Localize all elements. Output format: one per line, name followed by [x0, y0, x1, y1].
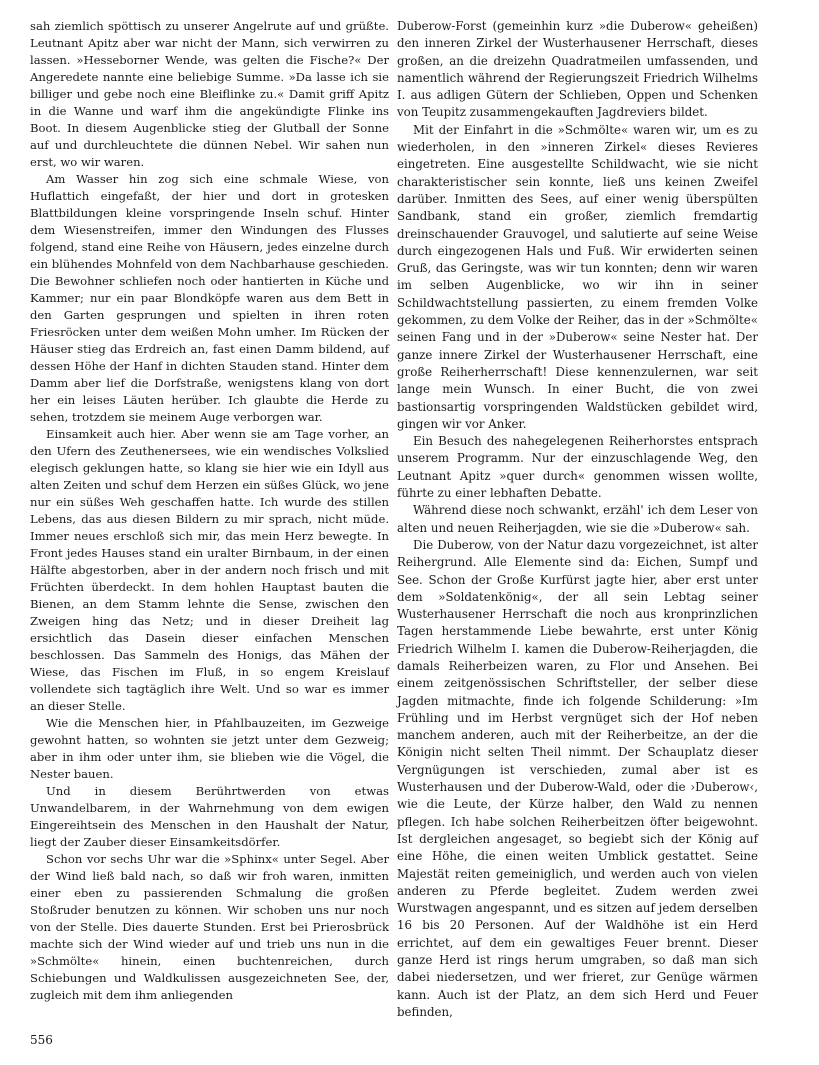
paragraph: Wie die Menschen hier, in Pfahlbauzeiten, im Gezweige gewohnt hatten, so wohnten sie jetzt unter dem Gezweig; aber in ihm oder unter ihm, sie blieben wie die Vögel, die Nester bauen. — [30, 716, 389, 781]
paragraph: Schon vor sechs Uhr war die »Sphinx« unter Segel. Aber der Wind ließ bald nach, so daß wir froh waren, inmitten einer eben zu passierenden Schmalung die großen Stoßruder benutzen zu können. Wir schoben uns nur noch von der Stelle. Dies dauerte Stunden. Erst bei Prierosbrück machte sich der Wind wieder auf und trieb uns nun in die »Schmölte« hinein, einen buchtenreichen, durch Schiebungen und Waldkulissen ausgezeichneten See, der, zugleich mit dem ihm anliegenden — [30, 852, 389, 1002]
paragraph: Während diese noch schwankt, erzähl' ich dem Leser von alten und neuen Reiherjagden, wie sie die »Duberow« sah. — [397, 503, 758, 535]
left-column — [30, 18, 389, 1004]
right-column — [397, 18, 758, 1021]
paragraph: Und in diesem Berührtwerden von etwas Unwandelbarem, in der Wahrnehmung von dem ewigen Eingereihtsein des Menschen in den Haushalt der Natur, liegt der Zauber dieser Einsamkeitsdörfer. — [30, 784, 389, 849]
page-number: 556 — [30, 1033, 53, 1047]
paragraph: Ein Besuch des nahegelegenen Reiherhorstes entsprach unserem Programm. Nur der einzuschlagende Weg, den Leutnant Apitz »quer durch« genommen wissen wollte, führte zu einer lebhaften Debatte. — [397, 434, 758, 501]
paragraph: Mit der Einfahrt in die »Schmölte« waren wir, um es zu wiederholen, in den »inneren Zirkel« dieses Revieres eingetreten. Eine ausgestellte Schildwacht, wie sie nicht charakteristischer sein konnte, ließ uns keinen Zweifel darüber. Inmitten des Sees, auf einer wenig überspülten Sandbank, stand ein großer, ziemlich fremdartig dreinschauender Grauvogel, und salutierte auf seine Weise durch eingezogenen Hals und Fuß. Wir erwiderten seinen Gruß, das Geringste, was wir tun konnten; denn wir waren im selben Augenblicke, wo wir ihn in seiner Schildwachtstellung passierten, zu einem fremden Volke gekommen, zu dem Volke der Reiher, das in der »Schmölte« seinen Fang und in der »Duberow« seine Nester hat. Der ganze innere Zirkel der Wusterhausener Herrschaft, eine große Reiherherrschaft! Diese kennenzulernen, war seit lange mein Wunsch. In einer Bucht, die von zwei bastionsartig vorspringenden Waldstücken gebildet wird, gingen wir vor Anker. — [397, 122, 758, 431]
paragraph: Die Duberow, von der Natur dazu vorgezeichnet, ist alter Reihergrund. Alle Elemente sind da: Eichen, Sumpf und See. Schon der Große Kurfürst jagte hier, aber erst unter dem »Soldatenkönig«, der all sein Lebtag seiner Wusterhausener Herrschaft die noch aus kronprinzlichen Tagen herstammende Liebe bewahrte, erst unter König Friedrich Wilhelm I. kamen die Duberow-Reiherjagden, die damals Reiherbeizen waren, zu Flor und Ansehen. Bei einem zeitgenössischen Schriftsteller, der selber diese Jagden mitmachte, finde ich folgende Schilderung: »Im Frühling und im Herbst vergnüget sich der Hof neben manchem anderen, auch mit der Reiherbeitze, an der die Königin nicht selten Theil nimmt. Der Schauplatz dieser Vergnügungen ist verschieden, zumal aber ist es Wusterhausen und der Duberow-Wald, oder die ›Duberow‹, wie die Leute, der Kürze halber, den Wald zu nennen pflegen. Ich habe solchen Reiherbeitzen öfter beigewohnt. Ist dergleichen angesaget, so begiebt sich der König auf eine Höhe, die einen weiten Umblick gestattet. Seine Majestät reiten gemeiniglich, und werden auch von vielen anderen zu Pferde begleitet. Zudem werden zwei Wurstwagen angespannt, und es sitzen auf jedem derselben 16 bis 20 Personen. Auf der Waldhöhe ist ein Herd errichtet, auf dem ein gewaltiges Feuer brennt. Dieser ganze Herd ist rings herum umgraben, so daß man sich dabei niedersetzen, und wer frieret, zur Genüge wärmen kann. Auch ist der Platz, an dem sich Herd und Feuer befinden, — [397, 537, 758, 1019]
paragraph: Duberow-Forst (gemeinhin kurz »die Duberow« geheißen) den inneren Zirkel der Wusterhausener Herrschaft, dieses großen, an die dreizehn Quadratmeilen umfassenden, und namentlich während der Regierungszeit Friedrich Wilhelms I. aus adligen Gütern der Schlieben, Oppen und Schenken von Teupitz zusammengekauften Jagdreviers bildet. — [397, 19, 758, 120]
paragraph: Am Wasser hin zog sich eine schmale Wiese, von Huflattich eingefaßt, der hier und dort in grotesken Blattbildungen kleine vorspringende Inseln schuf. Hinter dem Wiesenstreifen, immer den Windungen des Flusses folgend, stand eine Reihe von Häusern, jedes einzelne durch ein blühendes Mohnfeld von dem Nachbarhause geschieden. Die Bewohner schliefen noch oder hantierten in Küche und Kammer; nur ein paar Blondköpfe waren aus dem Bett in den Garten gesprungen und spielten in ihren roten Friesröcken unter dem weißen Mohn umher. Im Rücken der Häuser stieg das Erdreich an, fast einen Damm bildend, auf dessen Höhe der Hanf in dichten Stauden stand. Hinter dem Damm aber lief die Dorfstraße, wenigstens klang von dort her ein leises Läuten herüber. Ich glaubte die Herde zu sehen, trotzdem sie meinem Auge verborgen war. — [30, 172, 389, 424]
paragraph: sah ziemlich spöttisch zu unserer Angelrute auf und grüßte. Leutnant Apitz aber war nicht der Mann, sich verwirren zu lassen. »Hesseborner Wende, was gelten die Fische?« Der Angeredete nannte eine beliebige Summe. »Da lasse ich sie billiger und gebe noch eine Bleiflinke zu.« Damit griff Apitz in die Wanne und warf ihm die angekündigte Flinke ins Boot. In diesem Augenblicke stieg der Glutball der Sonne auf und durchleuchtete die dünnen Nebel. Wir sahen nun erst, wo wir waren. — [30, 19, 389, 169]
paragraph: Einsamkeit auch hier. Aber wenn sie am Tage vorher, an den Ufern des Zeuthenersees, wie ein wendisches Volkslied elegisch geklungen hatte, so klang sie hier wie ein Idyll aus alten Zeiten und schuf dem Herzen ein süßes Glück, wo jene nur ein süßes Weh geschaffen hatte. Ich wurde des stillen Lebens, das aus diesen Bildern zu mir sprach, nicht müde. Immer neues erschloß sich mir, das mein Herz bewegte. In Front jedes Hauses stand ein uralter Birnbaum, in der einen Hälfte abgestorben, aber in der andern noch frisch und mit Früchten überdeckt. In dem hohlen Hauptast bauten die Bienen, an dem Stamm lehnte die Sense, zwischen den Zweigen hing das Netz; und in dieser Dreiheit lag ersichtlich das Dasein dieser einfachen Menschen beschlossen. Das Sammeln des Honigs, das Mähen der Wiese, das Fischen im Fluß, in so engem Kreislauf vollendete sich tagtäglich ihre Welt. Und so war es immer an dieser Stelle. — [30, 427, 389, 713]
